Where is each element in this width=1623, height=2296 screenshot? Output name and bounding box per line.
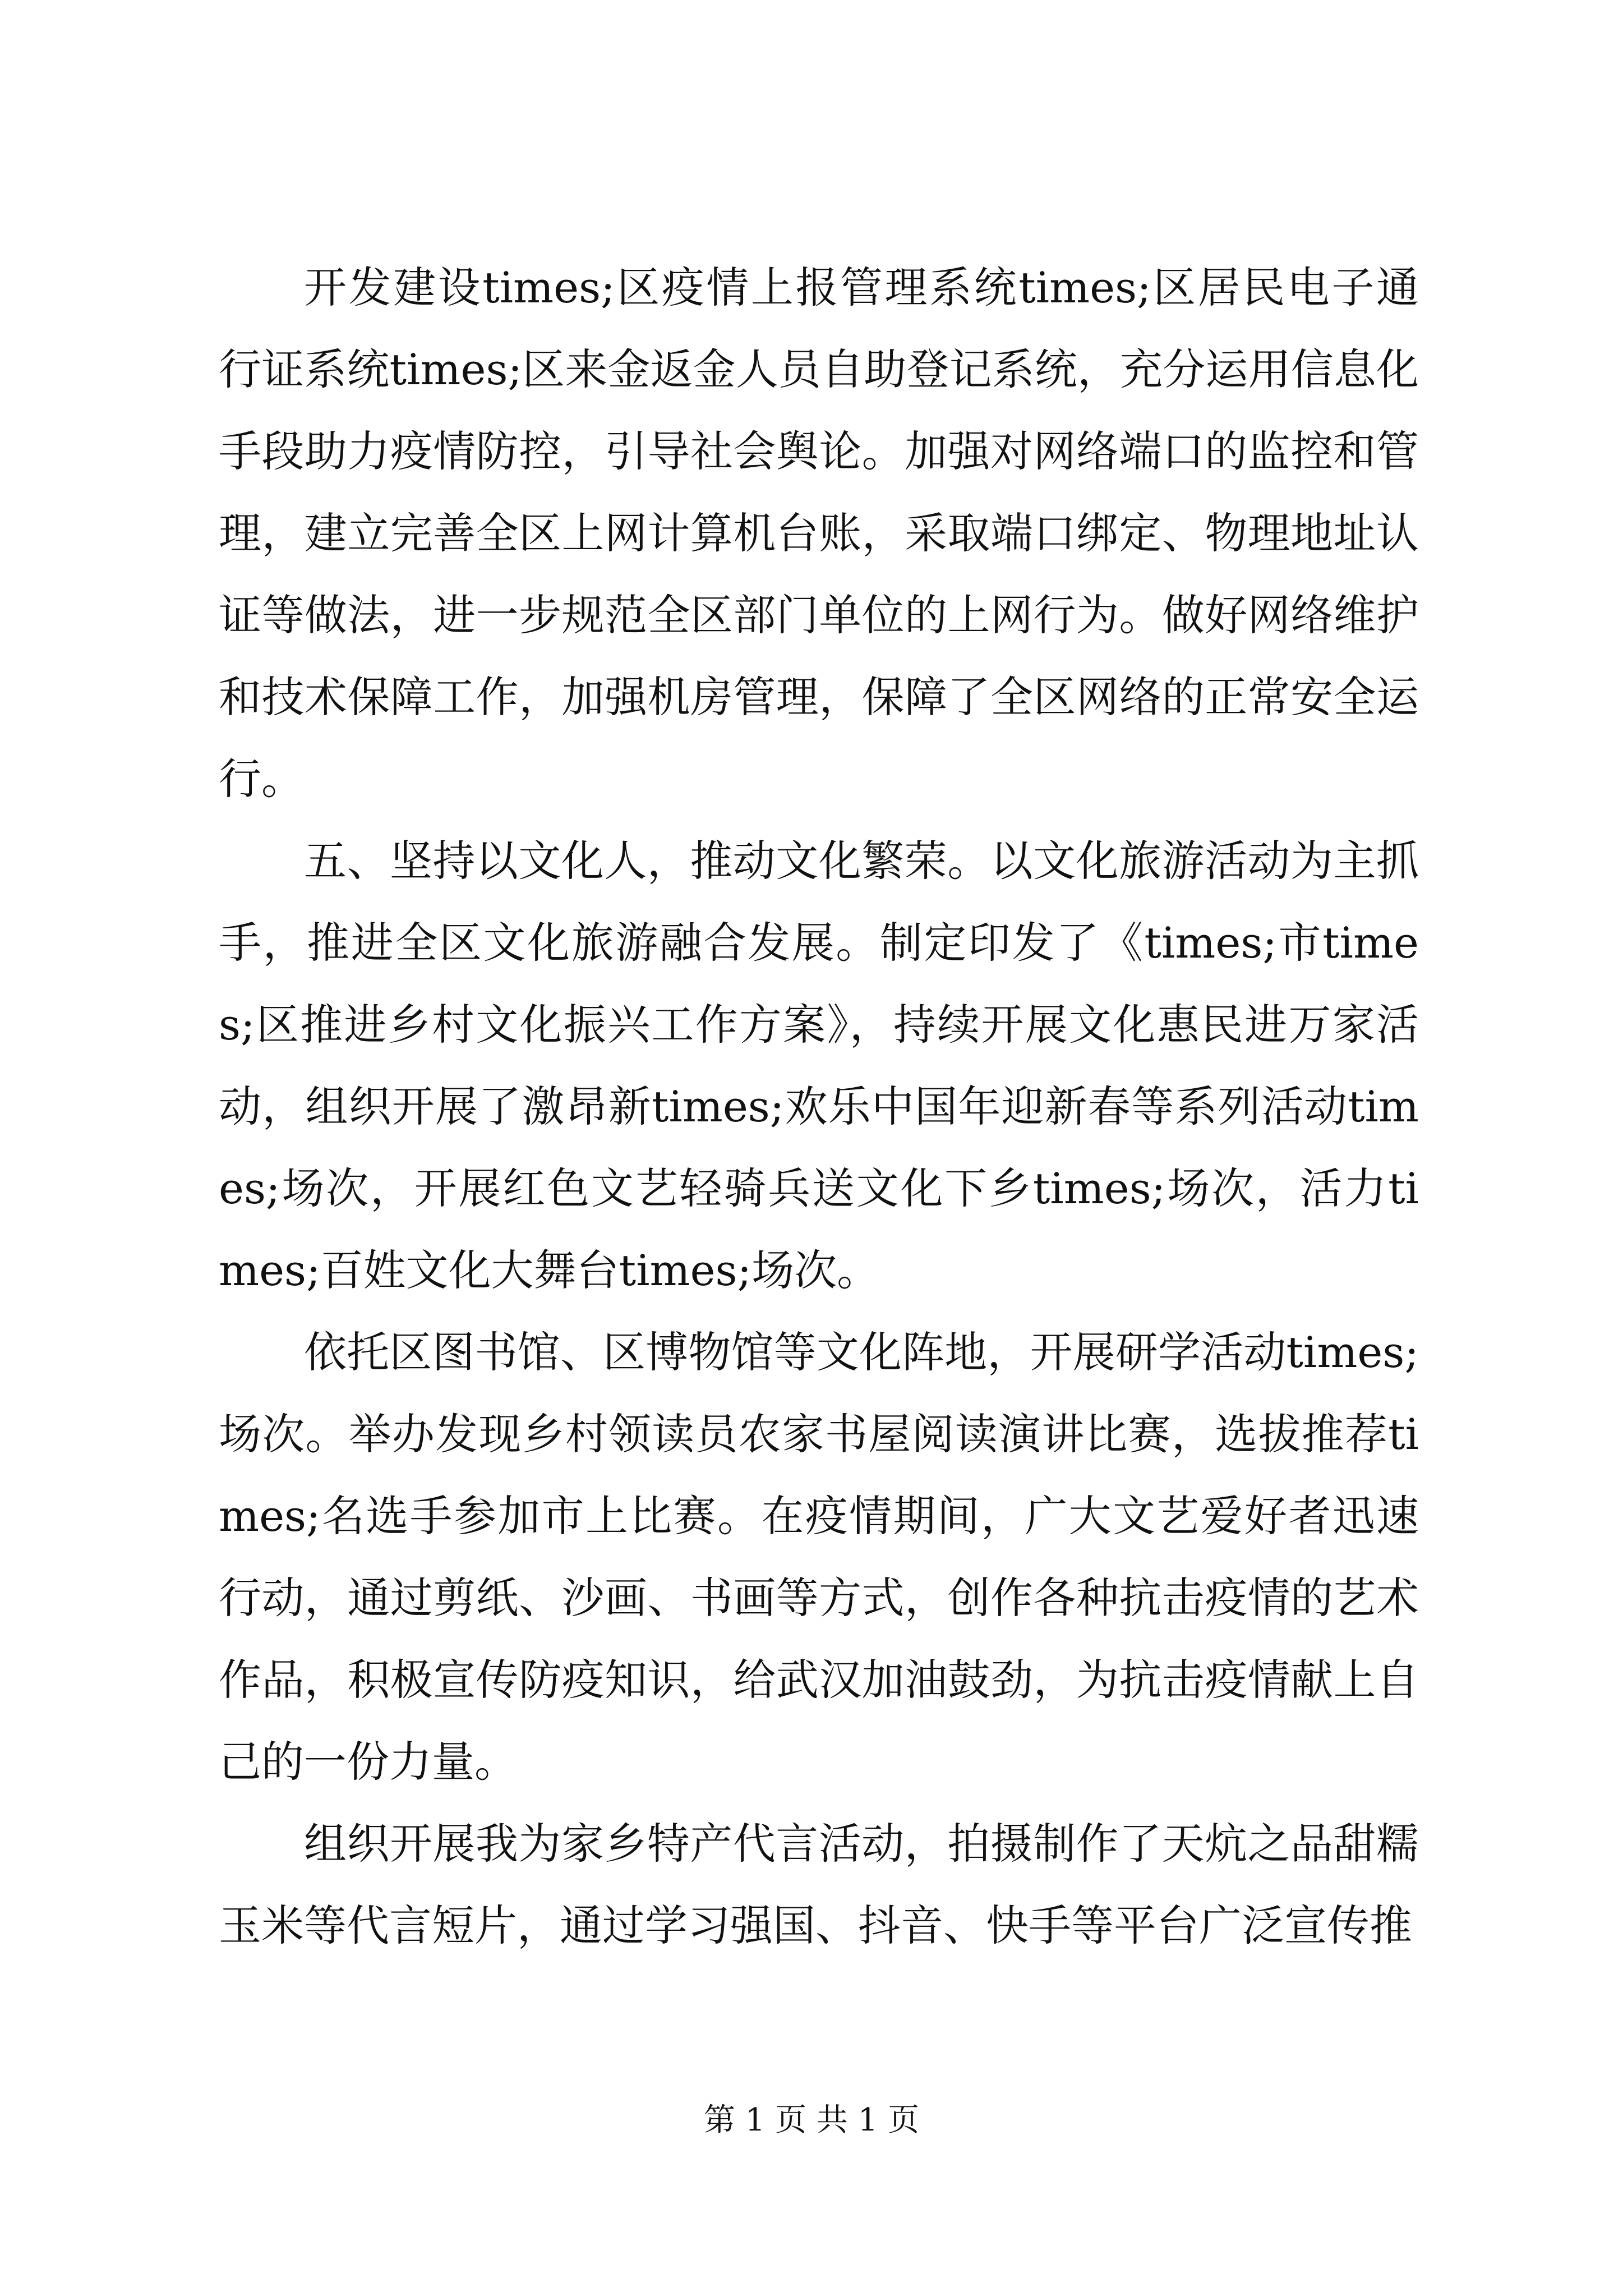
paragraph: 五、坚持以文化人，推动文化繁荣。以文化旅游活动为主抓手，推进全区文化旅游融合发展。制定印发了《times;市times;区推进乡村文化振兴工作方案》，持续开展文化惠民进万家活动，组织开展了激昂新times;欢乐中国年迎新春等系列活动times;场次，开展红色文艺轻骑兵送文化下乡times;场次，活力times;百姓文化大舞台times;场次。 xyxy=(219,836,1419,1295)
paragraph: 组织开展我为家乡特产代言活动，拍摄制作了天炕之品甜糯玉米等代言短片，通过学习强国、抖音、快手等平台广泛宣传推 xyxy=(219,1819,1419,1950)
page-number-footer: 第 1 页 共 1 页 xyxy=(703,2102,920,2138)
paragraph: 开发建设times;区疫情上报管理系统times;区居民电子通行证系统times;区来金返金人员自助登记系统，充分运用信息化手段助力疫情防控，引导社会舆论。加强对网络端口的监控和管理，建立完善全区上网计算机台账，采取端口绑定、物理地址认证等做法，进一步规范全区部门单位的上网行为。做好网络维护和技术保障工作，加强机房管理，保障了全区网络的正常安全运行。 xyxy=(219,263,1419,804)
paragraph: 依托区图书馆、区博物馆等文化阵地，开展研学活动times;场次。举办发现乡村领读员农家书屋阅读演讲比赛，选拔推荐times;名选手参加市上比赛。在疫情期间，广大文艺爱好者迅速行动，通过剪纸、沙画、书画等方式，创作各种抗击疫情的艺术作品，积极宣传防疫知识，给武汉加油鼓劲，为抗击疫情献上自己的一份力量。 xyxy=(219,1327,1419,1787)
document-body xyxy=(219,247,1419,1967)
